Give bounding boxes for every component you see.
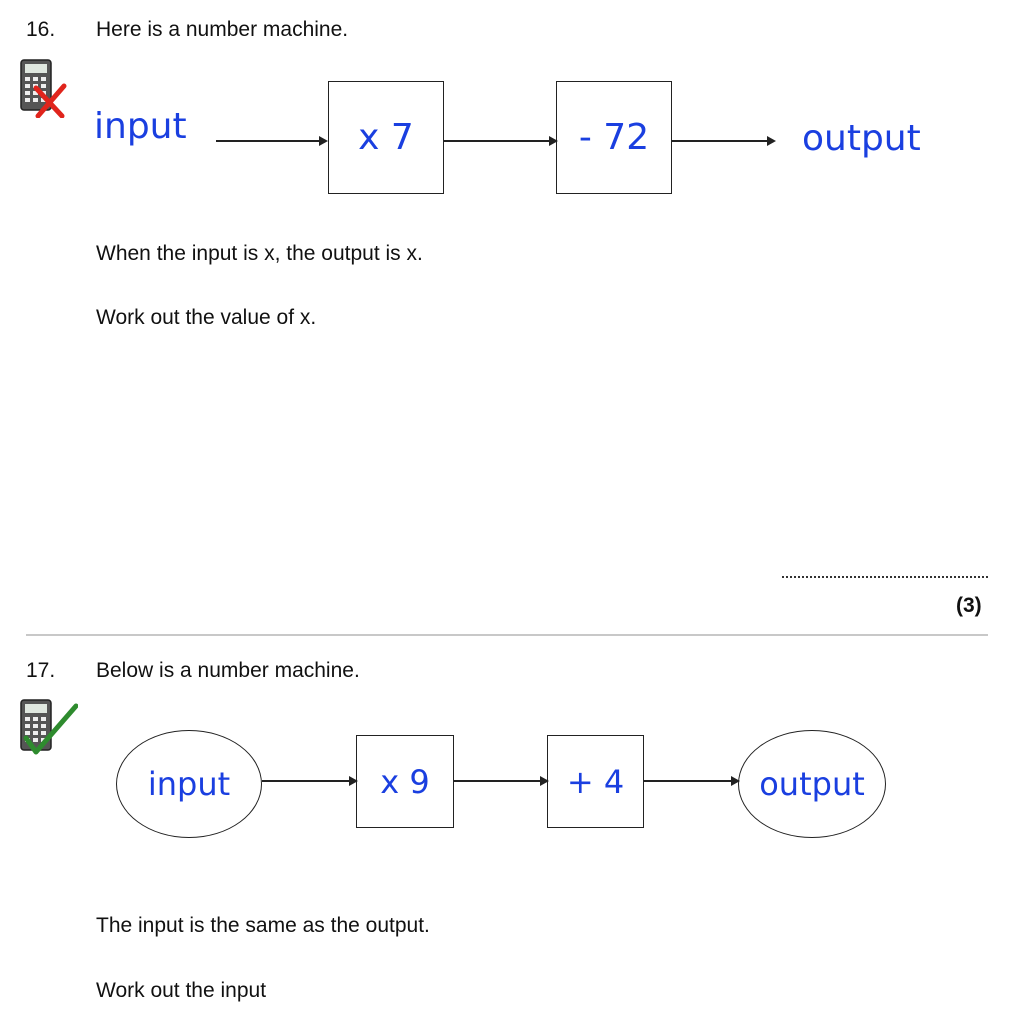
calculator-not-allowed-icon [18, 58, 70, 118]
machine-16-step-2-label: - 72 [578, 117, 650, 158]
question-16-instruction: Work out the value of x. [96, 306, 317, 329]
question-17-statement: The input is the same as the output. [96, 914, 430, 937]
machine-17-input-oval [116, 730, 262, 838]
machine-17-step-1-box [356, 735, 454, 828]
machine-17-output-oval [738, 730, 886, 838]
answer-line [782, 576, 988, 578]
machine-16-step-1-box [328, 81, 444, 194]
machine-17-arrow-2 [454, 780, 547, 782]
machine-17-arrow-1 [262, 780, 356, 782]
machine-17-step-2-label: + 4 [566, 762, 625, 801]
machine-16-arrow-2 [444, 140, 556, 142]
question-17-intro: Below is a number machine. [96, 659, 360, 682]
section-divider [26, 634, 988, 636]
machine-17-step-2-box [547, 735, 644, 828]
machine-16-arrow-3 [672, 140, 774, 142]
machine-17-step-1-label: x 9 [380, 762, 430, 801]
question-17-instruction: Work out the input [96, 979, 267, 1002]
calculator-icon [18, 698, 78, 758]
machine-16-input-label: input [94, 106, 187, 147]
calculator-allowed-icon [18, 698, 70, 758]
question-16-number: 16. [26, 18, 56, 41]
machine-17-input-label: input [147, 765, 231, 803]
question-16-statement: When the input is x, the output is x. [96, 242, 423, 265]
machine-16-step-2-box [556, 81, 672, 194]
machine-16-output-label: output [802, 118, 921, 159]
machine-16-arrow-1 [216, 140, 326, 142]
question-16-intro: Here is a number machine. [96, 18, 349, 41]
marks-label: (3) [956, 594, 982, 617]
machine-17-output-label: output [759, 765, 865, 803]
machine-17-arrow-3 [644, 780, 738, 782]
calculator-icon [18, 58, 70, 118]
machine-16-step-1-label: x 7 [358, 117, 414, 158]
question-17-number: 17. [26, 659, 56, 682]
